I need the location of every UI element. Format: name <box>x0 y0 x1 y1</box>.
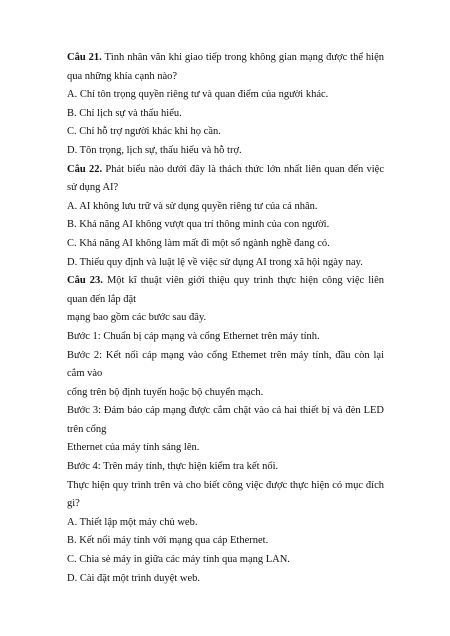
question-23-option-a: A. Thiết lập một máy chủ web. <box>67 516 198 528</box>
question-21-option-d: D. Tôn trọng, lịch sự, thấu hiểu và hỗ trợ. <box>67 144 242 156</box>
question-21-label: Câu 21. <box>67 52 102 63</box>
question-23-option-c: C. Chia sẻ máy in giữa các máy tính qua mạng LAN. <box>67 554 290 566</box>
question-22-option-c: C. Khả năng AI không làm mất đi một số ngành nghề đang có. <box>67 237 330 249</box>
question-23-label: Câu 23. <box>67 275 103 287</box>
question-22-option-a: A. AI không lưu trữ và sử dụng quyền riêng tư của cá nhân. <box>67 200 318 212</box>
question-21-option-a: A. Chỉ tôn trọng quyền riêng tư và quan điểm của người khác. <box>67 89 329 101</box>
question-23-option-d: D. Cài đặt một trình duyệt web. <box>67 572 200 584</box>
question-21-stem <box>67 49 384 86</box>
question-22-text: Phát biểu nào dưới đây là thách thức lớn nhất liên quan đến việc sử dụng AI? <box>67 163 384 194</box>
question-23-stem <box>67 272 384 309</box>
question-21-option-b: B. Chỉ lịch sự và thấu hiểu. <box>67 107 182 119</box>
question-22-label: Câu 22. <box>67 163 103 175</box>
question-23-step-3-continued: Ethernet của máy tính sáng lên. <box>67 442 200 454</box>
document-page <box>67 49 384 588</box>
question-22-option-b: B. Khả năng AI không vượt qua trí thông minh của con người. <box>67 219 330 231</box>
question-23-step-3: Bước 3: Đảm bảo cáp mạng được cắm chặt vào cả hai thiết bị và đèn LED trên cổng <box>67 405 384 435</box>
question-23-step-4: Bước 4: Trên máy tính, thực hiện kiểm tra kết nối. <box>67 461 279 473</box>
question-23-prompt: Thực hiện quy trình trên và cho biết công việc được thực hiện có mục đích gì? <box>67 479 384 510</box>
question-22-stem <box>67 161 384 198</box>
question-23-step-2: Bước 2: Kết nối cáp mạng vào cổng Ethemet trên máy tính, đầu còn lại cắm vào <box>67 349 384 380</box>
question-23-stem-continued: mạng bao gồm các bước sau đây. <box>67 312 207 324</box>
question-23-step-2-continued: cổng trên bộ định tuyến hoặc bộ chuyển mạch. <box>67 386 264 398</box>
question-21-option-c: C. Chỉ hỗ trợ người khác khi họ cần. <box>67 126 221 138</box>
question-23-step-1: Bước 1: Chuẩn bị cáp mạng và cổng Ethernet trên máy tính. <box>67 330 320 342</box>
question-23-text: Một kĩ thuật viên giới thiệu quy trình thực hiện công việc liên quan đến lắp đặt <box>67 275 384 305</box>
question-23-option-b: B. Kết nối máy tính với mạng qua cáp Ethernet. <box>67 535 269 547</box>
question-21-text: Tình nhân văn khi giao tiếp trong không gian mạng được thể hiện qua những khía cạnh nào? <box>67 52 384 82</box>
question-22-option-d: D. Thiếu quy định và luật lệ về việc sử dụng AI trong xã hội ngày nay. <box>67 256 363 268</box>
